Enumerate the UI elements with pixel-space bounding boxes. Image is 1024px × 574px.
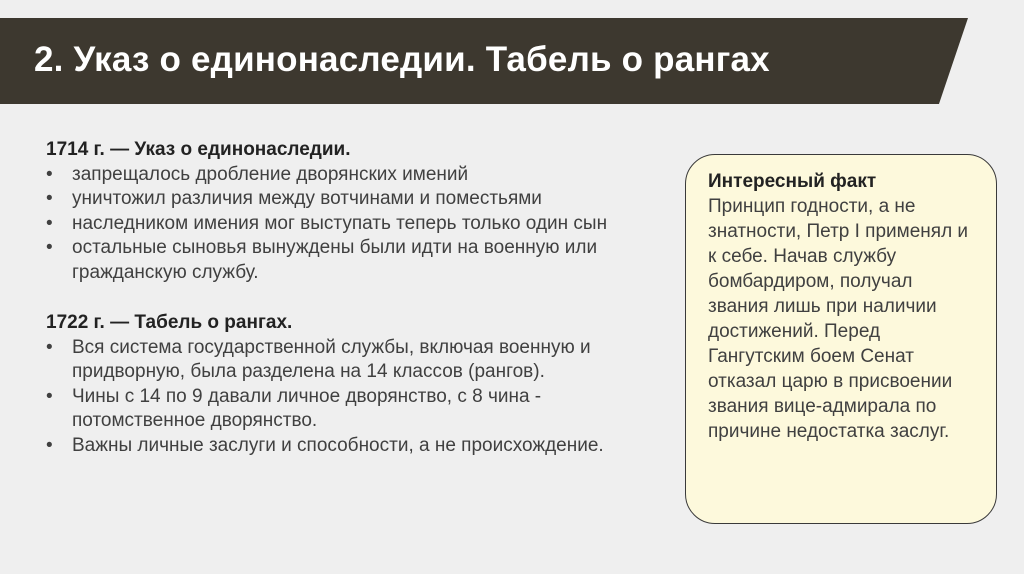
- bullet-icon: •: [46, 336, 53, 358]
- list-item-text: наследником имения мог выступать теперь только один сын: [72, 212, 608, 234]
- list-item: [46, 236, 656, 285]
- list-item-text: Вся система государственной службы, включая военную и придворную, была разделена на 14 классов (рангов).: [72, 336, 591, 382]
- list-item-text: Чины с 14 по 9 давали личное дворянство, с 8 чина - потомственное дворянство.: [72, 385, 542, 431]
- bullet-icon: •: [46, 212, 53, 234]
- list-item: [46, 187, 656, 212]
- list-item: [46, 163, 656, 188]
- bullet-icon: •: [46, 434, 53, 456]
- list-1722: [46, 336, 656, 459]
- bullet-icon: •: [46, 163, 53, 185]
- fact-title: Интересный факт: [708, 171, 877, 192]
- list-1714: [46, 163, 656, 286]
- main-content: [46, 138, 656, 458]
- list-item: [46, 336, 656, 385]
- list-item-text: Важны личные заслуги и способности, а не происхождение.: [72, 434, 604, 456]
- bullet-icon: •: [46, 385, 53, 407]
- list-item-text: остальные сыновья вынуждены были идти на военную или гражданскую службу.: [72, 237, 598, 283]
- bullet-icon: •: [46, 188, 53, 209]
- list-item-text: запрещалось дробление дворянских имений: [72, 163, 469, 185]
- fact-text: Принцип годности, а не знатности, Петр I применял и к себе. Начав службу бомбардиром, получал звания лишь при наличии достижений. Перед Гангутским боем Сенат отказал царю в присвоении звания вице-адмирала по причине недостатка заслуг.: [708, 196, 969, 442]
- list-item: [46, 212, 656, 237]
- list-item: [46, 385, 656, 434]
- section-heading-1714: 1714 г. — Указ о единонаследии.: [46, 139, 351, 160]
- slide-title: 2. Указ о единонаследии. Табель о рангах: [34, 40, 770, 79]
- section-heading-1722: 1722 г. — Табель о рангах.: [46, 312, 293, 333]
- list-item-text: уничтожил различия между вотчинами и поместьями: [72, 188, 542, 209]
- interesting-fact-box: [685, 154, 997, 524]
- list-item: [46, 434, 656, 459]
- bullet-icon: •: [46, 237, 53, 258]
